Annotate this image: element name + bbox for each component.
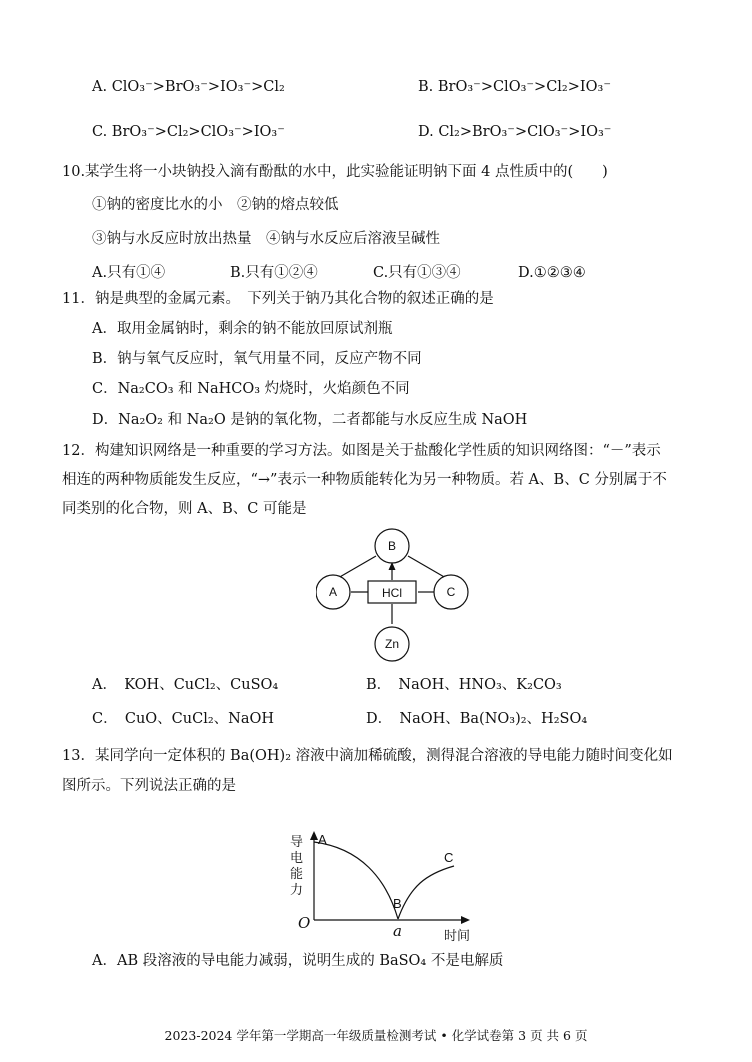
q10-property-line-1: ①钠的密度比水的小 ②钠的熔点较低 [92,197,339,213]
q12-stem-line-1: 12．构建知识网络是一种重要的学习方法。如图是关于盐酸化学性质的知识网络图：“－”表示 [62,443,661,459]
q13-option-a: A．AB 段溶液的导电能力减弱，说明生成的 BaSO₄ 不是电解质 [92,953,504,969]
x-axis-arrow-icon [461,916,470,924]
hcl-knowledge-network-diagram [316,528,472,664]
q9-option-a: A. ClO₃⁻>BrO₃⁻>IO₃⁻>Cl₂ [92,79,285,95]
point-a-label: A [318,832,327,847]
curve-segment-ab [314,842,398,919]
node-hcl-label: HCl [382,586,402,600]
q12-option-a: A． KOH、CuCl₂、CuSO₄ [92,677,279,693]
q9-option-b: B. BrO₃⁻>ClO₃⁻>Cl₂>IO₃⁻ [418,79,611,95]
point-c-label: C [444,850,454,865]
q12-option-b: B． NaOH、HNO₃、K₂CO₃ [366,677,562,693]
q12-stem-line-3: 同类别的化合物，则 A、B、C 可能是 [62,501,307,517]
node-b-label: B [387,539,397,553]
q11-stem: 11．钠是典型的金属元素。 下列关于钠乃其化合物的叙述正确的是 [62,291,494,307]
q10-option-c: C.只有①③④ [373,265,461,281]
q11-option-a: A．取用金属钠时，剩余的钠不能放回原试剂瓶 [92,321,393,337]
curve-segment-bc [398,866,454,919]
q10-option-d: D.①②③④ [518,265,586,281]
link-b-c [408,556,446,578]
q10-option-b: B.只有①②④ [230,265,318,281]
x-axis-label: 时间 [444,929,471,944]
q13-stem-line-2: 图所示。下列说法正确的是 [62,778,236,794]
q9-option-c: C. BrO₃⁻>Cl₂>ClO₃⁻>IO₃⁻ [92,124,285,140]
point-b-label: B [393,896,402,911]
node-a-label: A [328,585,338,599]
link-b-a [338,556,376,578]
y-axis-arrow-icon [310,831,318,840]
q11-option-d: D．Na₂O₂ 和 Na₂O 是钠的氧化物，二者都能与水反应生成 NaOH [92,412,528,428]
origin-label: O [298,914,311,932]
y-axis-label-1: 导 [290,835,304,850]
page-footer: 2023-2024 学年第一学期高一年级质量检测考试 • 化学试卷第 3 页 共 6 页 [164,1028,588,1043]
q10-property-line-2: ③钠与水反应时放出热量 ④钠与水反应后溶液呈碱性 [92,231,440,247]
q10-stem: 10.某学生将一小块钠投入滴有酚酞的水中，此实验能证明钠下面 4 点性质中的( ) [62,164,608,180]
node-zn-label: Zn [384,637,400,651]
y-axis-label-3: 能 [290,867,304,882]
q13-stem-line-1: 13．某同学向一定体积的 Ba(OH)₂ 溶液中滴加稀硫酸，测得混合溶液的导电能力随时间变化如 [62,748,673,764]
y-axis-label-2: 电 [290,851,304,866]
x-mark-label: a [393,922,402,940]
q9-option-d: D. Cl₂>BrO₃⁻>ClO₃⁻>IO₃⁻ [418,124,612,140]
q12-option-d: D． NaOH、Ba(NO₃)₂、H₂SO₄ [366,711,588,727]
node-c-label: C [446,585,456,599]
q12-option-c: C． CuO、CuCl₂、NaOH [92,711,275,727]
q11-option-b: B．钠与氧气反应时，氧气用量不同，反应产物不同 [92,351,422,367]
q12-stem-line-2: 相连的两种物质能发生反应，“→”表示一种物质能转化为另一种物质。若 A、B、C 分别属于不 [62,472,667,488]
conductivity-time-sketch [282,830,482,945]
q11-option-c: C．Na₂CO₃ 和 NaHCO₃ 灼烧时，火焰颜色不同 [92,381,410,397]
q10-option-a: A.只有①④ [92,265,166,281]
y-axis-label-4: 力 [290,883,304,898]
